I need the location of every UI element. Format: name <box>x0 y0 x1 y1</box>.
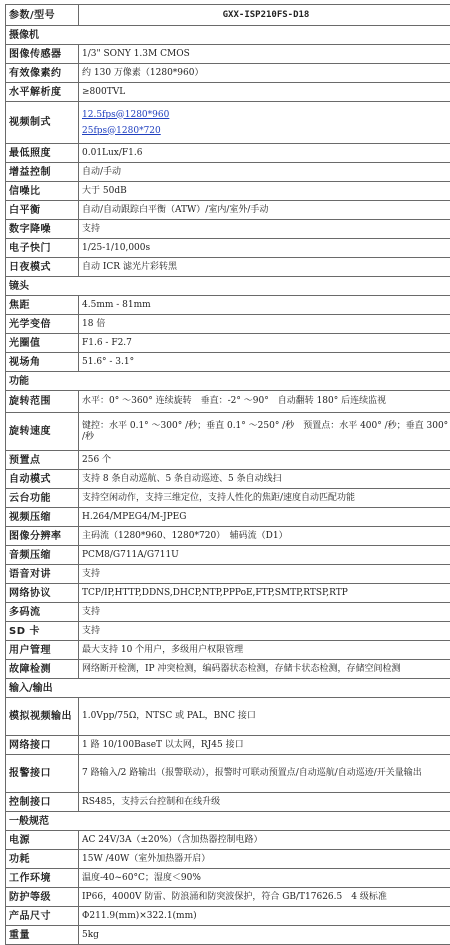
spec-row <box>6 584 450 603</box>
spec-key: 数字降噪 <box>6 220 79 239</box>
spec-value: 支持 <box>79 220 450 239</box>
spec-key: 工作环境 <box>6 869 79 888</box>
section-header-row <box>6 277 450 296</box>
spec-row <box>6 793 450 812</box>
spec-value: 最大支持 10 个用户，多级用户权限管理 <box>79 641 450 660</box>
spec-value: 4.5mm - 81mm <box>79 296 450 315</box>
spec-row <box>6 546 450 565</box>
spec-key: 重量 <box>6 926 79 945</box>
spec-key: 功耗 <box>6 850 79 869</box>
spec-value: 自动/自动跟踪白平衡（ATW）/室内/室外/手动 <box>79 201 450 220</box>
spec-key: 旋转速度 <box>6 413 79 451</box>
spec-row <box>6 220 450 239</box>
spec-row <box>6 907 450 926</box>
spec-value <box>79 102 450 144</box>
spec-key: 旋转范围 <box>6 391 79 413</box>
spec-row <box>6 64 450 83</box>
spec-value: 支持 8 条自动巡航、5 条自动巡迹、5 条自动线扫 <box>79 470 450 489</box>
spec-value: 自动 ICR 滤光片彩转黑 <box>79 258 450 277</box>
spec-row <box>6 736 450 755</box>
section-header-row <box>6 812 450 831</box>
spec-value: Φ211.9(mm)×322.1(mm) <box>79 907 450 926</box>
spec-key: 增益控制 <box>6 163 79 182</box>
spec-value: 支持空闲动作，支持三维定位，支持人性化的焦距/速度自动匹配功能 <box>79 489 450 508</box>
spec-row <box>6 698 450 736</box>
spec-row <box>6 413 450 451</box>
spec-table-body <box>6 5 450 945</box>
spec-key: 模拟视频输出 <box>6 698 79 736</box>
spec-key: 防护等级 <box>6 888 79 907</box>
spec-value: F1.6 - F2.7 <box>79 334 450 353</box>
spec-key: 日夜模式 <box>6 258 79 277</box>
spec-row <box>6 622 450 641</box>
spec-value: 51.6° - 3.1° <box>79 353 450 372</box>
section-title: 输入/输出 <box>6 679 450 698</box>
spec-value: 256 个 <box>79 451 450 470</box>
spec-key: 图像传感器 <box>6 45 79 64</box>
spec-value: 网络断开检测，IP 冲突检测，编码器状态检测，存储卡状态检测，存储空间检测 <box>79 660 450 679</box>
spec-row <box>6 239 450 258</box>
spec-key: 故障检测 <box>6 660 79 679</box>
spec-key: 图像分辨率 <box>6 527 79 546</box>
spec-row <box>6 831 450 850</box>
spec-key: 电子快门 <box>6 239 79 258</box>
section-header-row <box>6 26 450 45</box>
spec-row <box>6 869 450 888</box>
section-title: 摄像机 <box>6 26 450 45</box>
spec-row <box>6 451 450 470</box>
spec-value: IP66，4000V 防雷、防浪涌和防突波保护，符合 GB/T17626.5 4 级标准 <box>79 888 450 907</box>
section-title: 一般规范 <box>6 812 450 831</box>
spec-key: 有效像素约 <box>6 64 79 83</box>
video-format-link[interactable]: 25fps@1280*720 <box>82 126 161 136</box>
section-title: 功能 <box>6 372 450 391</box>
section-title: 镜头 <box>6 277 450 296</box>
spec-row <box>6 565 450 584</box>
spec-key: 视场角 <box>6 353 79 372</box>
spec-value: 温度-40~60°C；湿度＜90% <box>79 869 450 888</box>
spec-key: 报警接口 <box>6 755 79 793</box>
spec-row <box>6 353 450 372</box>
spec-value: 18 倍 <box>79 315 450 334</box>
spec-row <box>6 102 450 144</box>
spec-value: AC 24V/3A（±20%）（含加热器控制电路） <box>79 831 450 850</box>
section-header-row <box>6 679 450 698</box>
spec-key: 音频压缩 <box>6 546 79 565</box>
spec-key: 自动模式 <box>6 470 79 489</box>
spec-value: 水平：0° ～360° 连续旋转 垂直：-2° ～90° 自动翻转 180° 后连续监视 <box>79 391 450 413</box>
spec-row <box>6 755 450 793</box>
spec-row <box>6 470 450 489</box>
spec-key: SD 卡 <box>6 622 79 641</box>
spec-key: 光圈值 <box>6 334 79 353</box>
spec-row <box>6 258 450 277</box>
spec-key: 用户管理 <box>6 641 79 660</box>
spec-value: PCM8/G711A/G711U <box>79 546 450 565</box>
spec-value: 1/25-1/10,000s <box>79 239 450 258</box>
spec-row <box>6 144 450 163</box>
spec-value: 主码流（1280*960、1280*720） 辅码流（D1） <box>79 527 450 546</box>
spec-key: 产品尺寸 <box>6 907 79 926</box>
spec-row <box>6 641 450 660</box>
table-header-row <box>6 5 450 26</box>
spec-key: 预置点 <box>6 451 79 470</box>
spec-value: ≥800TVL <box>79 83 450 102</box>
spec-key: 控制接口 <box>6 793 79 812</box>
spec-table <box>5 4 450 945</box>
spec-key: 网络协议 <box>6 584 79 603</box>
spec-row <box>6 489 450 508</box>
spec-value: RS485，支持云台控制和在线升级 <box>79 793 450 812</box>
spec-value: 键控：水平 0.1° ～300° /秒；垂直 0.1° ～250° /秒 预置点：水平 400° /秒；垂直 300° /秒 <box>79 413 450 451</box>
spec-value: 7 路输入/2 路输出（报警联动），报警时可联动预置点/自动巡航/自动巡迹/开关量输出 <box>79 755 450 793</box>
spec-value: 15W /40W（室外加热器开启） <box>79 850 450 869</box>
spec-row <box>6 660 450 679</box>
spec-value: 自动/手动 <box>79 163 450 182</box>
spec-row <box>6 391 450 413</box>
spec-value: 0.01Lux/F1.6 <box>79 144 450 163</box>
spec-row <box>6 163 450 182</box>
spec-value: H.264/MPEG4/M-JPEG <box>79 508 450 527</box>
spec-value: 支持 <box>79 622 450 641</box>
spec-key: 视频压缩 <box>6 508 79 527</box>
spec-row <box>6 315 450 334</box>
spec-row <box>6 201 450 220</box>
spec-key: 光学变倍 <box>6 315 79 334</box>
spec-row <box>6 296 450 315</box>
spec-row <box>6 888 450 907</box>
spec-row <box>6 83 450 102</box>
spec-key: 最低照度 <box>6 144 79 163</box>
spec-key: 多码流 <box>6 603 79 622</box>
video-format-link[interactable]: 12.5fps@1280*960 <box>82 110 169 120</box>
spec-key: 焦距 <box>6 296 79 315</box>
spec-value: TCP/IP,HTTP,DDNS,DHCP,NTP,PPPoE,FTP,SMTP,RTSP,RTP <box>79 584 450 603</box>
model-name: GXX-ISP210FS-D18 <box>79 5 450 26</box>
spec-row <box>6 334 450 353</box>
spec-value: 1.0Vpp/75Ω，NTSC 或 PAL，BNC 接口 <box>79 698 450 736</box>
spec-row <box>6 603 450 622</box>
spec-key: 白平衡 <box>6 201 79 220</box>
spec-key: 视频制式 <box>6 102 79 144</box>
spec-value: 支持 <box>79 603 450 622</box>
header-label: 参数/型号 <box>6 5 79 26</box>
spec-value: 5kg <box>79 926 450 945</box>
spec-value: 支持 <box>79 565 450 584</box>
spec-key: 云台功能 <box>6 489 79 508</box>
spec-key: 电源 <box>6 831 79 850</box>
spec-key: 语音对讲 <box>6 565 79 584</box>
section-header-row <box>6 372 450 391</box>
spec-value: 约 130 万像素（1280*960） <box>79 64 450 83</box>
spec-key: 信噪比 <box>6 182 79 201</box>
spec-row <box>6 850 450 869</box>
spec-value: 大于 50dB <box>79 182 450 201</box>
spec-row <box>6 926 450 945</box>
spec-key: 水平解析度 <box>6 83 79 102</box>
spec-value: 1/3" SONY 1.3M CMOS <box>79 45 450 64</box>
spec-row <box>6 45 450 64</box>
spec-row <box>6 527 450 546</box>
spec-row <box>6 182 450 201</box>
spec-key: 网络接口 <box>6 736 79 755</box>
spec-value: 1 路 10/100BaseT 以太网，RJ45 接口 <box>79 736 450 755</box>
spec-row <box>6 508 450 527</box>
